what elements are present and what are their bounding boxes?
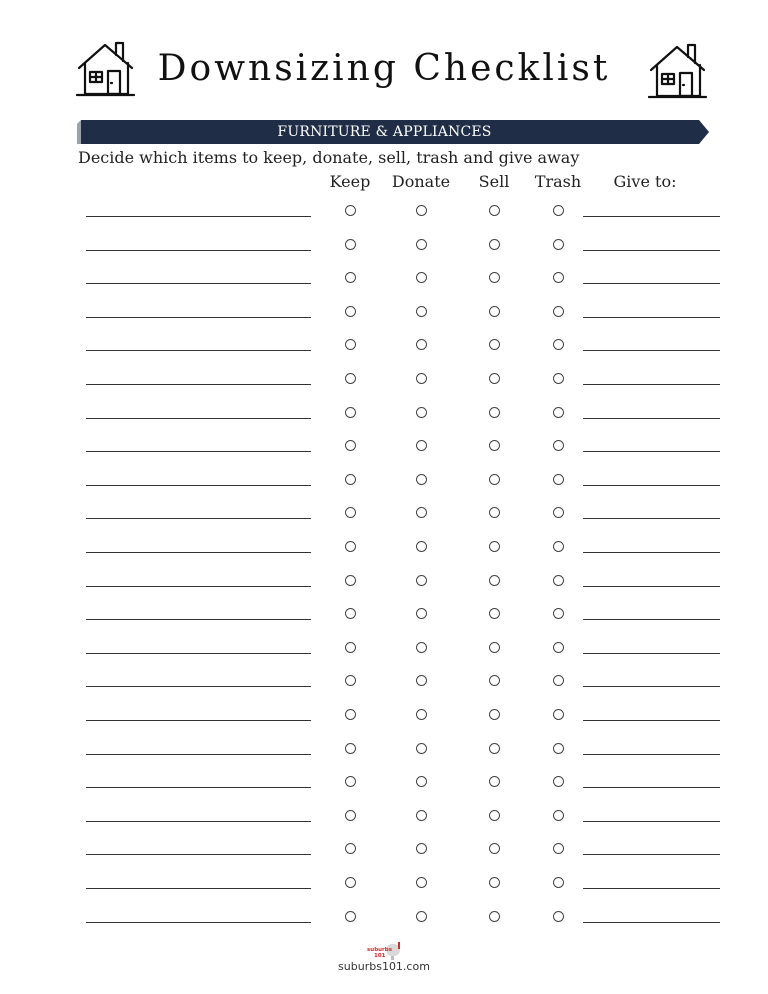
item-name-field[interactable] (86, 754, 311, 755)
trash-radio[interactable] (553, 272, 564, 283)
give-to-field[interactable] (583, 283, 720, 284)
checklist-row (0, 849, 768, 869)
footer-url: suburbs101.com (338, 960, 430, 973)
trash-radio[interactable] (553, 306, 564, 317)
column-header-sell: Sell (478, 172, 510, 191)
keep-radio[interactable] (345, 911, 356, 922)
give-to-field[interactable] (583, 485, 720, 486)
sell-radio[interactable] (489, 507, 500, 518)
give-to-field[interactable] (583, 686, 720, 687)
checklist-row (0, 312, 768, 332)
donate-radio[interactable] (416, 675, 427, 686)
item-name-field[interactable] (86, 922, 311, 923)
item-name-field[interactable] (86, 821, 311, 822)
donate-radio[interactable] (416, 407, 427, 418)
checklist-row (0, 581, 768, 601)
give-to-field[interactable] (583, 451, 720, 452)
keep-radio[interactable] (345, 642, 356, 653)
sell-radio[interactable] (489, 541, 500, 552)
donate-radio[interactable] (416, 810, 427, 821)
give-to-field[interactable] (583, 888, 720, 889)
sell-radio[interactable] (489, 306, 500, 317)
checklist-row (0, 782, 768, 802)
item-name-field[interactable] (86, 552, 311, 553)
item-name-field[interactable] (86, 586, 311, 587)
trash-radio[interactable] (553, 843, 564, 854)
donate-radio[interactable] (416, 608, 427, 619)
give-to-field[interactable] (583, 216, 720, 217)
item-name-field[interactable] (86, 518, 311, 519)
donate-radio[interactable] (416, 474, 427, 485)
keep-radio[interactable] (345, 507, 356, 518)
keep-radio[interactable] (345, 339, 356, 350)
give-to-field[interactable] (583, 821, 720, 822)
donate-radio[interactable] (416, 272, 427, 283)
trash-radio[interactable] (553, 440, 564, 451)
item-name-field[interactable] (86, 720, 311, 721)
give-to-field[interactable] (583, 552, 720, 553)
trash-radio[interactable] (553, 373, 564, 384)
column-header-give-to: Give to: (613, 172, 677, 191)
sell-radio[interactable] (489, 239, 500, 250)
trash-radio[interactable] (553, 675, 564, 686)
donate-radio[interactable] (416, 877, 427, 888)
sell-radio[interactable] (489, 407, 500, 418)
item-name-field[interactable] (86, 653, 311, 654)
checklist-row (0, 917, 768, 937)
give-to-field[interactable] (583, 922, 720, 923)
sell-radio[interactable] (489, 339, 500, 350)
svg-text:101: 101 (374, 953, 386, 959)
column-header-donate: Donate (391, 172, 451, 191)
keep-radio[interactable] (345, 709, 356, 720)
checklist-row (0, 480, 768, 500)
donate-radio[interactable] (416, 911, 427, 922)
keep-radio[interactable] (345, 474, 356, 485)
item-name-field[interactable] (86, 619, 311, 620)
svg-text:suburbs: suburbs (367, 947, 392, 953)
checklist-row (0, 547, 768, 567)
item-name-field[interactable] (86, 787, 311, 788)
sell-radio[interactable] (489, 272, 500, 283)
keep-radio[interactable] (345, 810, 356, 821)
checklist-row (0, 816, 768, 836)
section-title: FURNITURE & APPLIANCES (277, 124, 492, 140)
section-banner (77, 120, 709, 144)
keep-radio[interactable] (345, 743, 356, 754)
trash-radio[interactable] (553, 642, 564, 653)
trash-radio[interactable] (553, 877, 564, 888)
keep-radio[interactable] (345, 541, 356, 552)
donate-radio[interactable] (416, 373, 427, 384)
sell-radio[interactable] (489, 373, 500, 384)
sell-radio[interactable] (489, 877, 500, 888)
item-name-field[interactable] (86, 283, 311, 284)
give-to-field[interactable] (583, 653, 720, 654)
donate-radio[interactable] (416, 205, 427, 216)
keep-radio[interactable] (345, 877, 356, 888)
keep-radio[interactable] (345, 440, 356, 451)
item-name-field[interactable] (86, 451, 311, 452)
sell-radio[interactable] (489, 205, 500, 216)
checklist-row (0, 614, 768, 634)
trash-radio[interactable] (553, 541, 564, 552)
keep-radio[interactable] (345, 272, 356, 283)
give-to-field[interactable] (583, 384, 720, 385)
trash-radio[interactable] (553, 575, 564, 586)
column-header-trash: Trash (534, 172, 582, 191)
house-icon (648, 40, 710, 102)
trash-radio[interactable] (553, 339, 564, 350)
keep-radio[interactable] (345, 373, 356, 384)
item-name-field[interactable] (86, 250, 311, 251)
keep-radio[interactable] (345, 205, 356, 216)
donate-radio[interactable] (416, 541, 427, 552)
give-to-field[interactable] (583, 350, 720, 351)
checklist-row (0, 278, 768, 298)
keep-radio[interactable] (345, 675, 356, 686)
item-name-field[interactable] (86, 317, 311, 318)
trash-radio[interactable] (553, 776, 564, 787)
sell-radio[interactable] (489, 709, 500, 720)
sell-radio[interactable] (489, 642, 500, 653)
instructions-text: Decide which items to keep, donate, sell, trash and give away (78, 148, 580, 167)
trash-radio[interactable] (553, 239, 564, 250)
suburbs101-mailbox-logo (366, 942, 404, 960)
checklist-row (0, 245, 768, 265)
donate-radio[interactable] (416, 776, 427, 787)
give-to-field[interactable] (583, 317, 720, 318)
give-to-field[interactable] (583, 720, 720, 721)
sell-radio[interactable] (489, 843, 500, 854)
trash-radio[interactable] (553, 474, 564, 485)
item-name-field[interactable] (86, 485, 311, 486)
item-name-field[interactable] (86, 686, 311, 687)
checklist-row (0, 749, 768, 769)
donate-radio[interactable] (416, 743, 427, 754)
checklist-row (0, 379, 768, 399)
trash-radio[interactable] (553, 911, 564, 922)
donate-radio[interactable] (416, 642, 427, 653)
keep-radio[interactable] (345, 608, 356, 619)
sell-radio[interactable] (489, 810, 500, 821)
keep-radio[interactable] (345, 843, 356, 854)
donate-radio[interactable] (416, 339, 427, 350)
checklist-row (0, 883, 768, 903)
trash-radio[interactable] (553, 743, 564, 754)
donate-radio[interactable] (416, 843, 427, 854)
sell-radio[interactable] (489, 608, 500, 619)
trash-radio[interactable] (553, 608, 564, 619)
trash-radio[interactable] (553, 507, 564, 518)
page-title: Downsizing Checklist (157, 48, 611, 89)
item-name-field[interactable] (86, 216, 311, 217)
checklist-row (0, 211, 768, 231)
give-to-field[interactable] (583, 518, 720, 519)
give-to-field[interactable] (583, 787, 720, 788)
donate-radio[interactable] (416, 507, 427, 518)
sell-radio[interactable] (489, 911, 500, 922)
donate-radio[interactable] (416, 306, 427, 317)
keep-radio[interactable] (345, 575, 356, 586)
sell-radio[interactable] (489, 776, 500, 787)
item-name-field[interactable] (86, 350, 311, 351)
checklist-row (0, 513, 768, 533)
checklist-row (0, 648, 768, 668)
donate-radio[interactable] (416, 239, 427, 250)
donate-radio[interactable] (416, 440, 427, 451)
sell-radio[interactable] (489, 474, 500, 485)
trash-radio[interactable] (553, 205, 564, 216)
sell-radio[interactable] (489, 440, 500, 451)
sell-radio[interactable] (489, 743, 500, 754)
trash-radio[interactable] (553, 709, 564, 720)
donate-radio[interactable] (416, 575, 427, 586)
checklist-row (0, 345, 768, 365)
keep-radio[interactable] (345, 239, 356, 250)
give-to-field[interactable] (583, 586, 720, 587)
checklist-row (0, 681, 768, 701)
sell-radio[interactable] (489, 675, 500, 686)
item-name-field[interactable] (86, 384, 311, 385)
item-name-field[interactable] (86, 888, 311, 889)
give-to-field[interactable] (583, 854, 720, 855)
donate-radio[interactable] (416, 709, 427, 720)
keep-radio[interactable] (345, 407, 356, 418)
checklist-row (0, 413, 768, 433)
column-header-keep: Keep (329, 172, 371, 191)
keep-radio[interactable] (345, 776, 356, 787)
give-to-field[interactable] (583, 754, 720, 755)
item-name-field[interactable] (86, 854, 311, 855)
checklist-row (0, 446, 768, 466)
give-to-field[interactable] (583, 418, 720, 419)
sell-radio[interactable] (489, 575, 500, 586)
item-name-field[interactable] (86, 418, 311, 419)
checklist-row (0, 715, 768, 735)
trash-radio[interactable] (553, 407, 564, 418)
keep-radio[interactable] (345, 306, 356, 317)
trash-radio[interactable] (553, 810, 564, 821)
give-to-field[interactable] (583, 619, 720, 620)
give-to-field[interactable] (583, 250, 720, 251)
